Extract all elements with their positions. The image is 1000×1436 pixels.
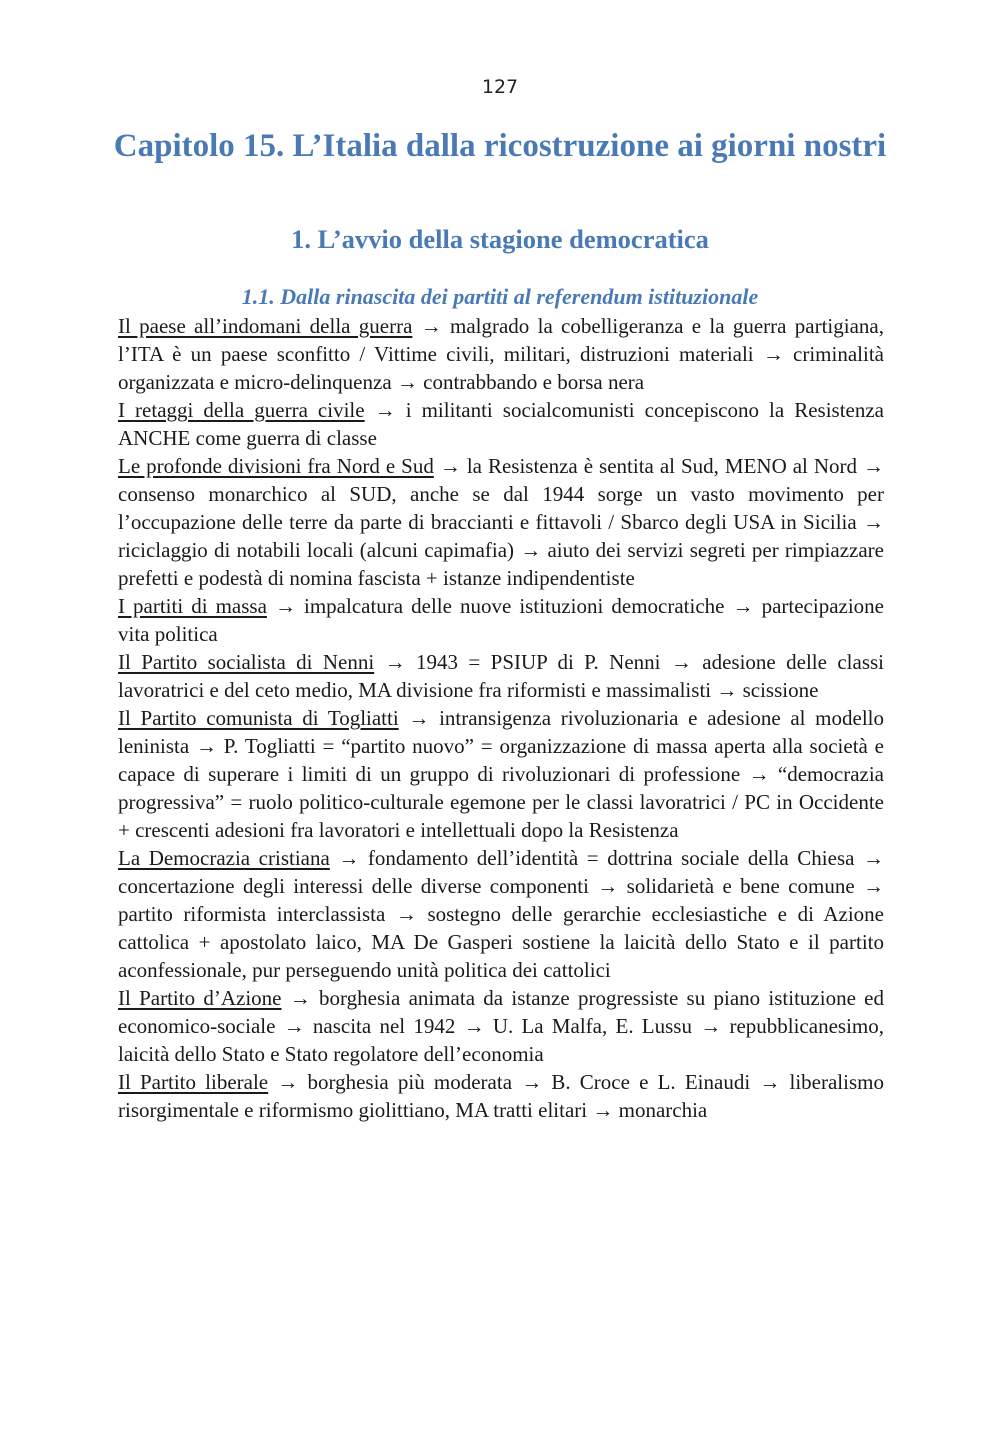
paragraph-partito-socialista	[118, 648, 884, 704]
paragraph-partito-liberale	[118, 1068, 884, 1124]
paragraph-topic: I partiti di massa	[118, 594, 267, 618]
paragraph-divisioni-nord-sud	[118, 452, 884, 592]
paragraph-partito-comunista	[118, 704, 884, 844]
paragraph-topic: Il Partito comunista di Togliatti	[118, 706, 399, 730]
paragraph-text: → i militanti socialcomunisti concepiscono la Resistenza ANCHE come guerra di classe	[118, 398, 885, 450]
paragraph-text: → intransigenza rivoluzionaria e adesione al modello leninista → P. Togliatti = “partito nuovo” = organizzazione di massa aperta alla società e capace di superare i limiti di un gruppo di rivoluzionari di professione → “democrazia progressiva” = ruolo politico-culturale egemone per le classi lavoratrici / PC in Occidente + crescenti adesioni fra lavoratori e intellettuali dopo la Resistenza	[118, 706, 885, 842]
page-number: 127	[481, 76, 519, 98]
section-title: 1. L’avvio della stagione democratica	[291, 224, 709, 254]
paragraph-paese-indomani-guerra	[118, 312, 884, 396]
paragraph-topic: Il Partito socialista di Nenni	[118, 650, 375, 674]
paragraph-text: → la Resistenza è sentita al Sud, MENO al Nord → consenso monarchico al SUD, anche se dal 1944 sorge un vasto movimento per l’occupazione delle terre da parte di braccianti e fittavoli / Sbarco degli USA in Sicilia → riciclaggio di notabili locali (alcuni capimafia) → aiuto dei servizi segreti per rimpiazzare prefetti e podestà di nomina fascista + istanze indipendentiste	[118, 454, 884, 590]
paragraph-text: → 1943 = PSIUP di P. Nenni → adesione delle classi lavoratrici e del ceto medio, MA divisione fra riformisti e massimalisti → scissione	[118, 650, 885, 702]
paragraph-topic: Le profonde divisioni fra Nord e Sud	[118, 454, 434, 478]
paragraph-topic: La Democrazia cristiana	[118, 846, 330, 870]
paragraph-topic: I retaggi della guerra civile	[118, 398, 365, 422]
paragraph-retaggi-guerra-civile	[118, 396, 884, 452]
paragraph-topic: Il paese all’indomani della guerra	[118, 314, 413, 338]
paragraph-text: → borghesia animata da istanze progressiste su piano istituzione ed economico-sociale → nascita nel 1942 → U. La Malfa, E. Lussu → repubblicanesimo, laicità dello Stato e Stato regolatore dell’economia	[118, 986, 884, 1066]
chapter-title: Capitolo 15. L’Italia dalla ricostruzione ai giorni nostri	[113, 128, 887, 164]
paragraph-text: → fondamento dell’identità = dottrina sociale della Chiesa → concertazione degli interessi delle diverse componenti → solidarietà e bene comune → partito riformista interclassista → sostegno delle gerarchie ecclesiastiche e di Azione cattolica + apostolato laico, MA De Gasperi sostiene la laicità dello Stato e il partito aconfessionale, pur perseguendo unità politica dei cattolici	[118, 846, 884, 982]
paragraph-partito-azione	[118, 984, 884, 1068]
paragraph-partiti-di-massa	[118, 592, 884, 648]
paragraph-text: → impalcatura delle nuove istituzioni democratiche → partecipazione vita politica	[118, 594, 884, 646]
subsection-title: 1.1. Dalla rinascita dei partiti al referendum istituzionale	[241, 284, 759, 309]
body-text	[118, 312, 884, 1124]
paragraph-topic: Il Partito liberale	[118, 1070, 269, 1094]
paragraph-topic: Il Partito d’Azione	[118, 986, 282, 1010]
paragraph-text: → borghesia più moderata → B. Croce e L. Einaudi → liberalismo risorgimentale e riformismo giolittiano, MA tratti elitari → monarchia	[118, 1070, 884, 1122]
paragraph-text: → malgrado la cobelligeranza e la guerra partigiana, l’ITA è un paese sconfitto / Vittime civili, militari, distruzioni materiali → criminalità organizzata e micro-delinquenza → contrabbando e borsa nera	[118, 314, 884, 394]
paragraph-democrazia-cristiana	[118, 844, 884, 984]
